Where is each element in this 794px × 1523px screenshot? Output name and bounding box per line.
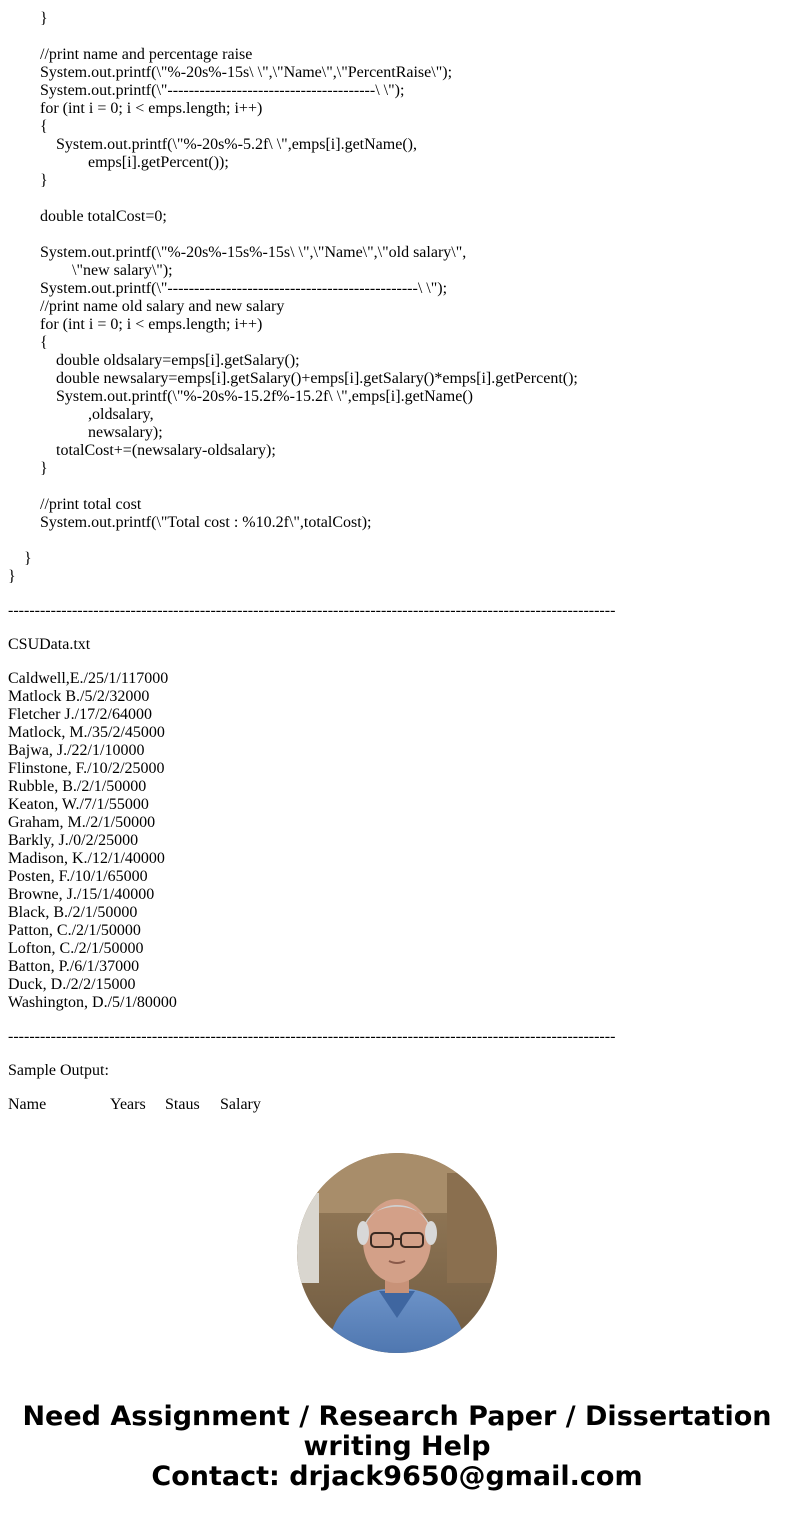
data-line: Lofton, C./2/1/50000 xyxy=(8,940,144,957)
data-line: Keaton, W./7/1/55000 xyxy=(8,796,149,813)
code-line: ,oldsalary, xyxy=(8,406,154,423)
code-line: emps[i].getPercent()); xyxy=(8,154,229,171)
code-line xyxy=(8,190,788,208)
data-line: Bajwa, J./22/1/10000 xyxy=(8,742,145,759)
code-line: newsalary); xyxy=(8,424,163,441)
code-line: System.out.printf(\"-----------------------------------------------\ \"); xyxy=(8,280,448,297)
data-line: Caldwell,E./25/1/117000 xyxy=(8,670,169,687)
header-name: Name xyxy=(8,1096,47,1113)
code-line: } xyxy=(8,460,48,477)
data-line: Graham, M./2/1/50000 xyxy=(8,814,156,831)
code-line: double oldsalary=emps[i].getSalary(); xyxy=(8,352,300,369)
promo-banner xyxy=(0,1402,794,1492)
code-line: for (int i = 0; i < emps.length; i++) xyxy=(8,100,263,117)
code-line: for (int i = 0; i < emps.length; i++) xyxy=(8,316,263,333)
header-status: Staus xyxy=(165,1096,200,1113)
data-line: Matlock B./5/2/32000 xyxy=(8,688,150,705)
code-line: { xyxy=(8,334,48,351)
separator-line: ------------------------------------------------------------------------------------------------------------------ xyxy=(8,602,616,619)
code-line: \"new salary\"); xyxy=(8,262,173,279)
sample-output-label: Sample Output: xyxy=(8,1062,109,1079)
code-line xyxy=(8,28,788,46)
data-line: Patton, C./2/1/50000 xyxy=(8,922,141,939)
data-line: Flinstone, F./10/2/25000 xyxy=(8,760,165,777)
data-line: Barkly, J./0/2/25000 xyxy=(8,832,139,849)
code-line: double newsalary=emps[i].getSalary()+emps[i].getSalary()*emps[i].getPercent(); xyxy=(8,370,578,387)
header-years: Years xyxy=(110,1096,146,1113)
code-line: System.out.printf(\"%-20s%-15s%-15s\ \",\"Name\",\"old salary\", xyxy=(8,244,467,261)
data-line: Black, B./2/1/50000 xyxy=(8,904,138,921)
promo-line-2: writing Help xyxy=(303,1431,491,1462)
code-line: System.out.printf(\"%-20s%-5.2f\ \",emps[i].getName(), xyxy=(8,136,417,153)
java-code-block xyxy=(8,10,788,586)
code-line: totalCost+=(newsalary-oldsalary); xyxy=(8,442,276,459)
document-body xyxy=(8,10,788,1114)
data-line: Fletcher J./17/2/64000 xyxy=(8,706,152,723)
data-line: Madison, K./12/1/40000 xyxy=(8,850,165,867)
author-avatar xyxy=(297,1153,497,1353)
code-line: } xyxy=(8,550,32,567)
code-line xyxy=(8,532,788,550)
code-line: //print name and percentage raise xyxy=(8,46,253,63)
code-line: System.out.printf(\"Total cost : %10.2f\",totalCost); xyxy=(8,514,372,531)
code-line: double totalCost=0; xyxy=(8,208,167,225)
data-line: Matlock, M./35/2/45000 xyxy=(8,724,165,741)
promo-line-1: Need Assignment / Research Paper / Dissertation xyxy=(22,1401,772,1432)
output-header-row xyxy=(8,1096,788,1114)
promo-line-3: Contact: drjack9650@gmail.com xyxy=(151,1461,643,1492)
data-line: Posten, F./10/1/65000 xyxy=(8,868,148,885)
code-line: } xyxy=(8,568,16,585)
data-line: Browne, J./15/1/40000 xyxy=(8,886,155,903)
header-salary: Salary xyxy=(220,1096,261,1113)
separator-line: ------------------------------------------------------------------------------------------------------------------ xyxy=(8,1028,616,1045)
data-line: Batton, P./6/1/37000 xyxy=(8,958,140,975)
data-file-contents xyxy=(8,670,788,1012)
code-line: System.out.printf(\"---------------------------------------\ \"); xyxy=(8,82,405,99)
code-line xyxy=(8,478,788,496)
code-line: System.out.printf(\"%-20s%-15s\ \",\"Name\",\"PercentRaise\"); xyxy=(8,64,453,81)
data-file-name: CSUData.txt xyxy=(8,636,91,653)
data-line: Duck, D./2/2/15000 xyxy=(8,976,136,993)
code-line: } xyxy=(8,10,48,27)
code-line: System.out.printf(\"%-20s%-15.2f%-15.2f\ \",emps[i].getName() xyxy=(8,388,473,405)
code-line: { xyxy=(8,118,48,135)
code-line: //print total cost xyxy=(8,496,142,513)
data-line: Rubble, B./2/1/50000 xyxy=(8,778,147,795)
code-line: //print name old salary and new salary xyxy=(8,298,285,315)
data-line: Washington, D./5/1/80000 xyxy=(8,994,177,1011)
code-line xyxy=(8,226,788,244)
code-line: } xyxy=(8,172,48,189)
